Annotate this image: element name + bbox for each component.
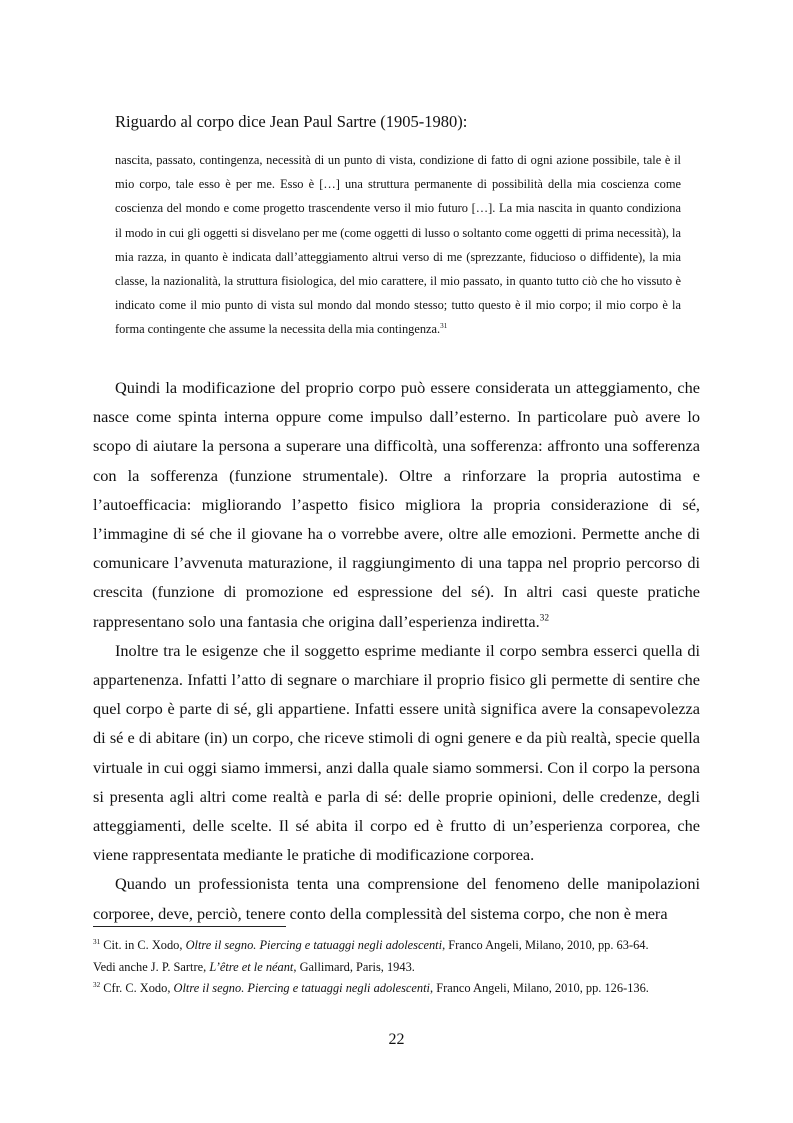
paragraph bbox=[93, 636, 700, 870]
footnote-book-title: L’être et le néant bbox=[209, 959, 294, 974]
paragraph bbox=[93, 373, 700, 636]
footnote bbox=[93, 935, 700, 978]
page-number: 22 bbox=[388, 1031, 405, 1048]
footnote-text: , Gallimard, Paris, 1943. bbox=[293, 959, 415, 974]
footnote-ref: 31 bbox=[440, 322, 448, 331]
footnote-separator bbox=[93, 926, 286, 927]
footnote-text: Cit. in C. Xodo, bbox=[103, 938, 186, 952]
footnote-text: , Franco Angeli, Milano, 2010, pp. 63-64. bbox=[442, 938, 649, 952]
footnote-text: Cfr. C. Xodo, bbox=[103, 981, 174, 995]
body-text bbox=[93, 373, 700, 928]
paragraph bbox=[93, 869, 700, 927]
quote-text: nascita, passato, contingenza, necessità di un punto di vista, condizione di fatto di ogni azione possibile, tale è il mio corpo, tale esso è per me. Esso è […] una struttura permanente di possibilità della mia coscienza come coscienza del mondo e come progetto trascendente verso il mio futuro […]. La mia nascita in quanto condiziona il modo in cui gli oggetti si disvelano per me (come oggetti di lusso o soltanto come oggetti di prima necessità), la mia razza, in quanto è indicata dall’atteggiamento altrui verso di me (sprezzante, fiducioso o diffidente), la mia classe, la nazionalità, la struttura fisiologica, del mio carattere, il mio passato, in quanto tutto ciò che ho vissuto è indicato come il mio punto di vista sul mondo dal mondo stesso; tutto questo è il mio corpo; il mio corpo è la forma contingente che assume la necessita della mia contingenza. bbox=[115, 153, 681, 337]
footnote-ref: 32 bbox=[539, 613, 550, 624]
paragraph-text: Quindi la modificazione del proprio corpo può essere considerata un atteggiamento, che nasce come spinta interna oppure come impulso dall’esterno. In particolare può avere lo scopo di aiutare la persona a superare una difficoltà, una sofferenza: affronto una sofferenza con la sofferenza (funzione strumentale). Oltre a rinforzare la propria autostima e l’autoefficacia: migliorando l’aspetto fisico migliora la propria considerazione di sé, l’immagine di sé che il giovane ha o vorrebbe avere, oltre alle emozioni. Permette anche di comunicare l’avvenuta maturazione, il raggiungimento di una tappa nel proprio percorso di crescita (funzione di promozione ed espressione del sé). In altri casi queste pratiche rappresentano solo una fantasia che origina dall’esperienza indiretta. bbox=[93, 378, 700, 631]
footnotes bbox=[93, 935, 700, 1000]
intro-line: Riguardo al corpo dice Jean Paul Sartre (1905-1980): bbox=[115, 112, 468, 131]
footnote-book-title: Oltre il segno. Piercing e tatuaggi negli adolescenti bbox=[185, 938, 443, 952]
footnote-text: , Franco Angeli, Milano, 2010, pp. 126-136. bbox=[430, 981, 649, 995]
footnote bbox=[93, 978, 700, 1000]
footnote-text: Vedi anche J. P. Sartre, bbox=[93, 959, 210, 974]
paragraph-text: Quando un professionista tenta una comprensione del fenomeno delle manipolazioni corporee, deve, perciò, tenere conto della complessità del sistema corpo, che non è mera bbox=[93, 874, 700, 923]
footnote-number: 31 bbox=[93, 937, 101, 946]
footnote-book-title: Oltre il segno. Piercing e tatuaggi negli adolescenti bbox=[173, 981, 430, 995]
footnote-number: 32 bbox=[93, 980, 101, 989]
block-quote bbox=[115, 148, 681, 342]
paragraph-text: Inoltre tra le esigenze che il soggetto esprime mediante il corpo sembra esserci quella di appartenenza. Infatti l’atto di segnare o marchiare il proprio fisico gli permette di sentire che quel corpo è parte di sé, gli appartiene. Infatti essere unità significa avere la consapevolezza di sé e di abitare (in) un corpo, che riceve stimoli di ogni genere e da più realtà, specie quella virtuale in cui oggi siamo immersi, anzi dalla quale siamo sommersi. Con il corpo la persona si presenta agli altri come realtà e parla di sé: delle proprie opinioni, delle credenze, degli atteggiamenti, delle scelte. Il sé abita il corpo ed è frutto di un’esperienza corporea, che viene rappresentata mediante le pratiche di modificazione corporea. bbox=[93, 640, 700, 865]
